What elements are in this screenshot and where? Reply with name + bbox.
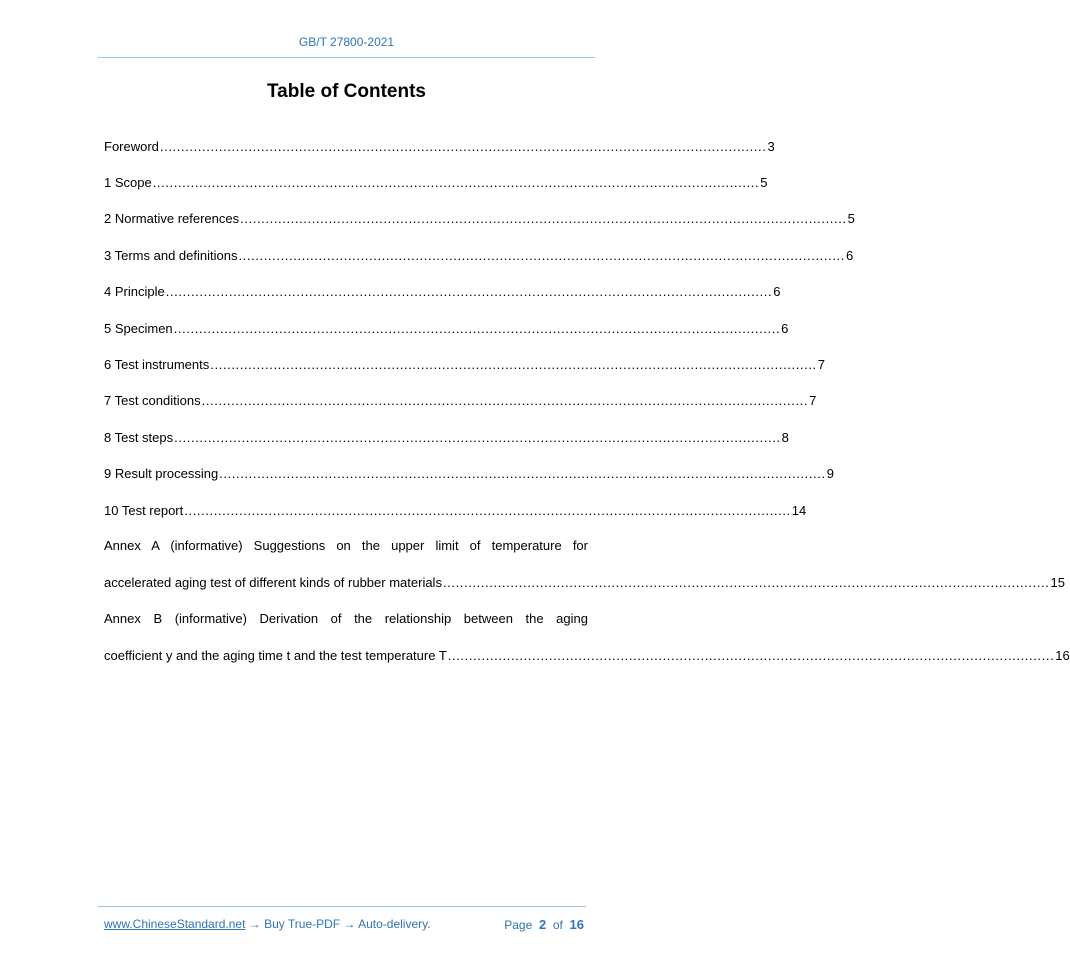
table-of-contents [104, 128, 1070, 674]
toc-entry-specimen[interactable]: 5 Specimen ................................................................................................................................................ 6 [104, 320, 789, 336]
footer-tagline: → Buy True-PDF → Auto-delivery. [245, 917, 431, 931]
page-title: Table of Contents [266, 81, 427, 102]
toc-entry-test-steps[interactable]: 8 Test steps ................................................................................................................................................ 8 [104, 429, 789, 445]
toc-entry-principle[interactable]: 4 Principle ................................................................................................................................................ 6 [104, 284, 781, 300]
toc-entry-normative-references[interactable]: 2 Normative references ................................................................................................................................................ 5 [104, 211, 855, 227]
toc-entry-terms[interactable]: 3 Terms and definitions ................................................................................................................................................ 6 [104, 247, 854, 263]
footer-promo [104, 917, 431, 932]
toc-entry-annex-b[interactable]: coefficient y and the aging time t and the test temperature T ................................................................................................................................................ 16 [104, 648, 1070, 664]
toc-entry-annex-a-line1[interactable]: Annex A (informative) Suggestions on the upper limit of temperature for [104, 538, 588, 554]
page-indicator: Page 2 of 16 [504, 917, 584, 932]
current-page: 2 [538, 917, 547, 932]
page-footer [104, 917, 584, 932]
document-code-header: GB/T 27800-2021 [298, 35, 395, 49]
toc-entry-test-instruments[interactable]: 6 Test instruments ................................................................................................................................................ 7 [104, 357, 826, 373]
toc-entry-foreword[interactable]: Foreword ................................................................................................................................................ 3 [104, 138, 775, 154]
toc-entry-result-processing[interactable]: 9 Result processing ................................................................................................................................................ 9 [104, 466, 834, 482]
footer-divider [98, 906, 586, 907]
total-pages: 16 [569, 917, 584, 932]
header-divider [98, 57, 595, 58]
toc-entry-test-report[interactable]: 10 Test report ................................................................................................................................................ 14 [104, 502, 807, 518]
toc-entry-test-conditions[interactable]: 7 Test conditions ................................................................................................................................................ 7 [104, 393, 817, 409]
toc-entry-scope[interactable]: 1 Scope ................................................................................................................................................ 5 [104, 175, 768, 191]
toc-entry-annex-b-line1[interactable]: Annex B (informative) Derivation of the relationship between the aging [104, 611, 588, 627]
toc-entry-annex-a[interactable]: accelerated aging test of different kinds of rubber materials ................................................................................................................................................ 15 [104, 575, 1065, 591]
site-link[interactable]: www.ChineseStandard.net [104, 917, 246, 931]
